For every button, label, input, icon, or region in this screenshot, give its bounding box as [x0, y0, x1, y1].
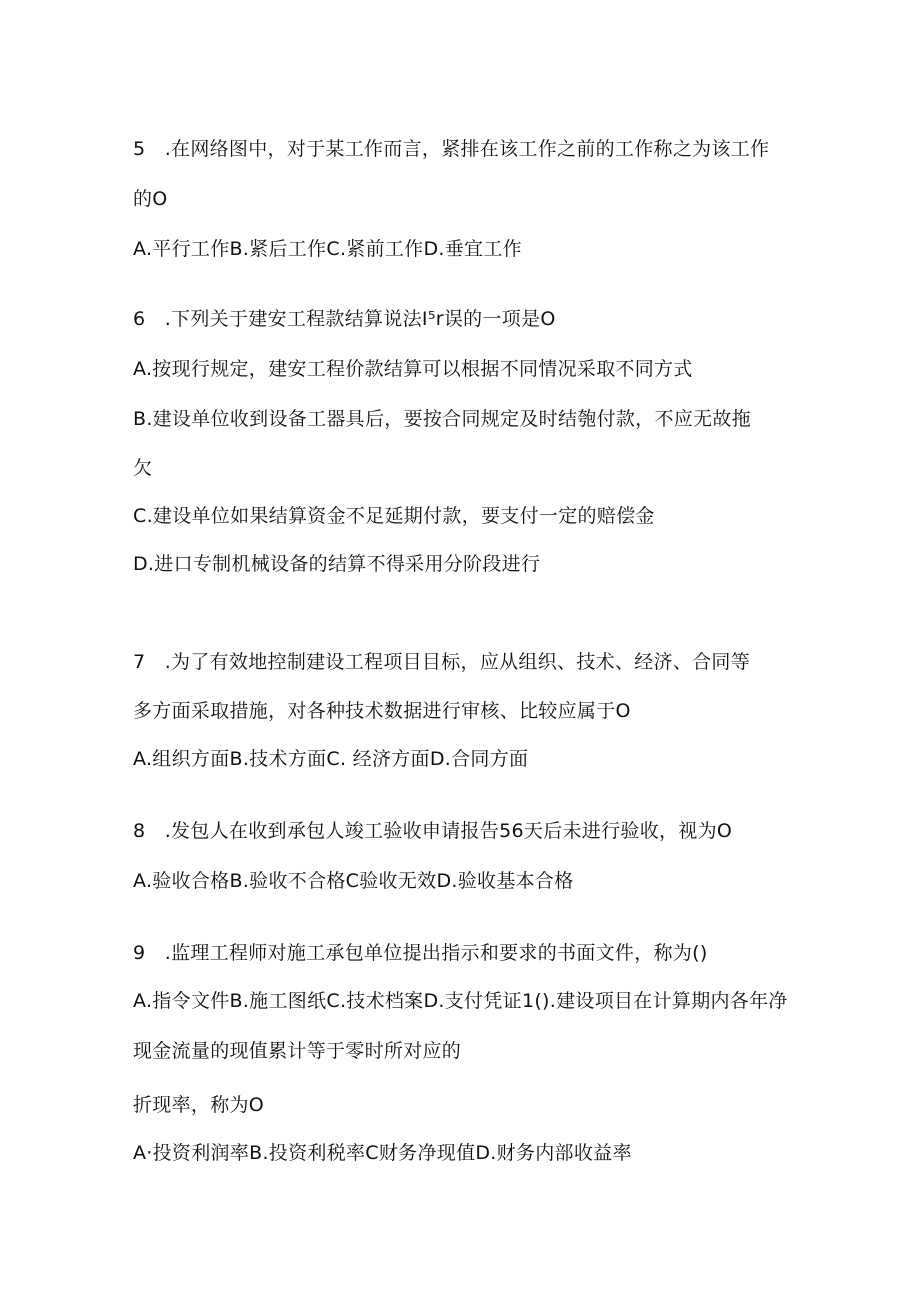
question-8-stem: 8 .发包人在收到承包人竣工验收申请报告56天后未进行验收，视为O	[133, 820, 733, 842]
question-6-stem: 6 .下列关于建安工程款结算说法I⁵r误的一项是O	[133, 308, 556, 330]
question-10-options: A·投资利润率B.投资利税率C财务净现值D.财务内部收益率	[133, 1142, 632, 1164]
question-5-stem-line-1: 5 .在网络图中，对于某工作而言，紧排在该工作之前的工作称之为该工作	[133, 138, 770, 160]
question-5-options: A.平行工作B.紧后工作C.紧前工作D.垂宜工作	[133, 238, 522, 260]
question-10-stem-line-3: 折现率，称为O	[133, 1094, 265, 1116]
question-7-stem-line-2: 多方面采取措施，对各种技术数据进行审核、比较应属于O	[133, 700, 631, 722]
question-6-option-a: A.按现行规定，建安工程价款结算可以根据不同情况采取不同方式	[133, 358, 693, 380]
question-9-options-and-question-10-stem: A.指令文件B.施工图纸C.技术档案D.支付凭证1().建设项目在计算期内各年净	[133, 990, 788, 1012]
question-6-option-b-line-1: B.建设单位收到设备工器具后，要按合同规定及时结匏付款，不应无故拖	[133, 408, 751, 430]
question-7-options: A.组织方面B.技术方面C. 经济方面D.合同方面	[133, 748, 529, 770]
question-9-stem: 9 .监理工程师对施工承包单位提出指示和要求的书面文件，称为()	[133, 942, 708, 964]
question-5-stem-line-2: 的O	[133, 188, 168, 210]
question-6-option-b-line-2: 欠	[133, 457, 153, 479]
question-6-option-c: C.建设单位如果结算资金不足延期付款，要支付一定的赔偿金	[133, 505, 655, 527]
question-10-stem-line-2: 现金流量的现值累计等于零时所对应的	[133, 1040, 462, 1062]
question-7-stem-line-1: 7 .为了有效地控制建设工程项目目标，应从组织、技术、经济、合同等	[133, 651, 751, 673]
question-6-option-d: D.进口专制机械设备的结算不得采用分阶段进行	[133, 553, 541, 575]
question-8-options: A.验收合格B.验收不合格C验收无效D.验收基本合格	[133, 870, 574, 892]
